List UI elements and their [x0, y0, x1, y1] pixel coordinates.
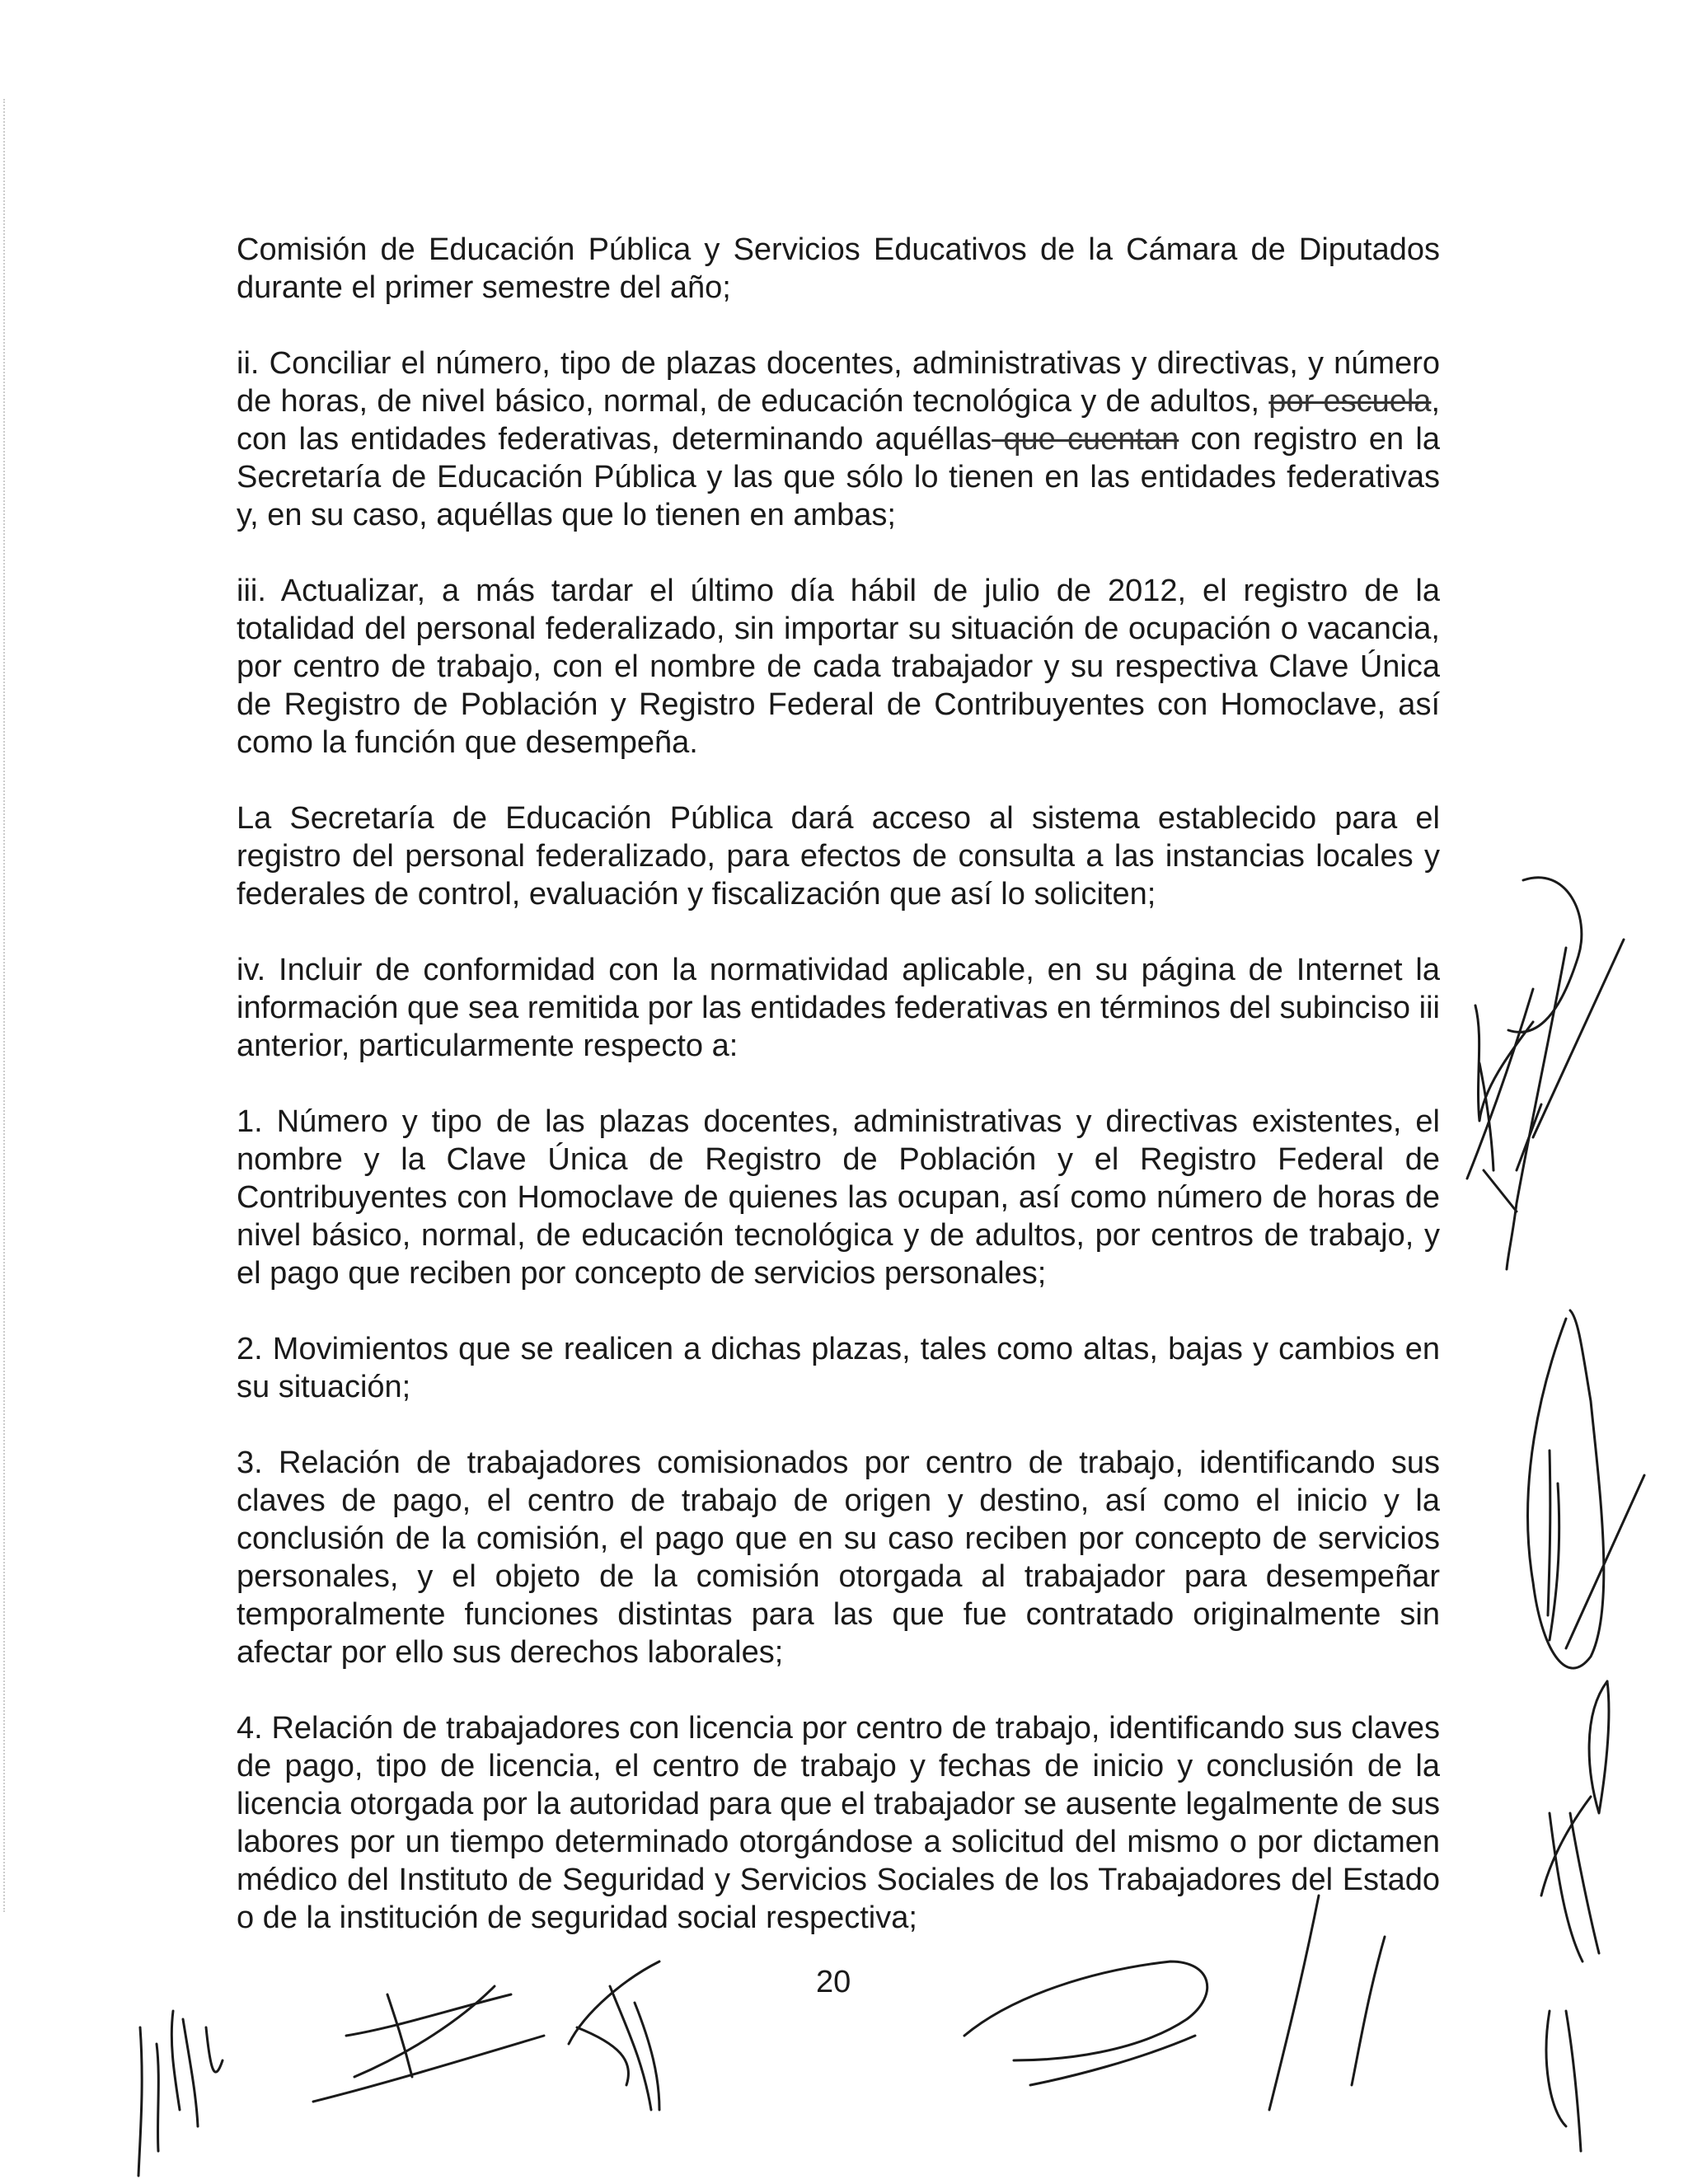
signature-right-2 — [1528, 1310, 1644, 1668]
scan-edge-artifact — [3, 99, 13, 1912]
signature-bottom-2 — [313, 1986, 544, 2102]
paragraph-item-3: 3. Relación de trabajadores comisionados por centro de trabajo, identificando sus claves de pago, el centro de trabajo de origen y destino, así como el inicio y la conclusión de la comisión, el pago que en su caso reciben por concepto de servicios personales, y el objeto de la comisión otorgada al trabajador para desempeñar temporalmente funciones distintas para las que fue contratado originalmente sin afectar por ello sus derechos laborales; — [237, 1446, 1440, 1670]
signature-bottom-3 — [569, 1961, 659, 2110]
paragraph-iv: iv. Incluir de conformidad con la normatividad aplicable, en su página de Internet la información que sea remitida por las entidades federativas en términos del subinciso iii anterior, particularmente respecto a: — [237, 953, 1440, 1063]
struck-text-por-escuela: por escuela — [1268, 384, 1432, 419]
paragraph-item-2: 2. Movimientos que se realicen a dichas plazas, tales como altas, bajas y cambios en su situación; — [237, 1332, 1440, 1404]
signature-right-1 — [1467, 878, 1624, 1269]
signature-right-3 — [1541, 1681, 1609, 2151]
paragraph-intro: Comisión de Educación Pública y Servicios Educativos de la Cámara de Diputados durante el primer semestre del año; — [237, 232, 1440, 305]
page-number: 20 — [816, 1965, 851, 1999]
paragraph-item-4: 4. Relación de trabajadores con licencia por centro de trabajo, identificando sus claves de pago, tipo de licencia, el centro de trabajo y fechas de inicio y conclusión de la licencia otorgada por la autoridad para que el trabajador se ausente legalmente de sus labores por un tiempo determinado otorgándose a solicitud del mismo o por dictamen médico del Instituto de Seguridad y Servicios Sociales de los Trabajadores del Estado o de la institución de seguridad social respectiva; — [237, 1711, 1440, 1935]
paragraph-ii-start: ii. Conciliar el número, tipo de plazas docentes, administrativas y directivas, y número de horas, de nivel básico, normal, de educación tecnológica y de adultos, — [237, 346, 1440, 419]
struck-text-que-cuentan: que cuentan — [992, 422, 1179, 457]
document-body — [237, 231, 1440, 1975]
paragraph-iii: iii. Actualizar, a más tardar el último día hábil de julio de 2012, el registro de la totalidad del personal federalizado, sin importar su situación de ocupación o vacancia, por centro de trabajo, con el nombre de cada trabajador y su respectiva Clave Única de Registro de Población y Registro Federal de Contribuyentes con Homoclave, así como la función que desempeña. — [237, 574, 1440, 760]
paragraph-ii — [237, 344, 1440, 534]
paragraph-access: La Secretaría de Educación Pública dará acceso al sistema establecido para el registro del personal federalizado, para efectos de consulta a las instancias locales y federales de control, evaluación y fiscalización que así lo soliciten; — [237, 801, 1440, 912]
signature-bottom-1 — [138, 2011, 223, 2176]
paragraph-item-1: 1. Número y tipo de las plazas docentes, administrativas y directivas existentes, el nombre y la Clave Única de Registro de Población y el Registro Federal de Contribuyentes con Homoclave de quienes las ocupan, así como número de horas de nivel básico, normal, de educación tecnológica y de adultos, por centros de trabajo, y el pago que reciben por concepto de servicios personales; — [237, 1104, 1440, 1291]
paragraph-ii-end: con registro en la Secretaría de Educación Pública y las que sólo lo tienen en las entidades federativas y, en su caso, aquéllas que lo tienen en ambas; — [237, 422, 1440, 532]
paragraph-ii-middle: , con las entidades federativas, determinando aquéllas — [237, 384, 1440, 457]
